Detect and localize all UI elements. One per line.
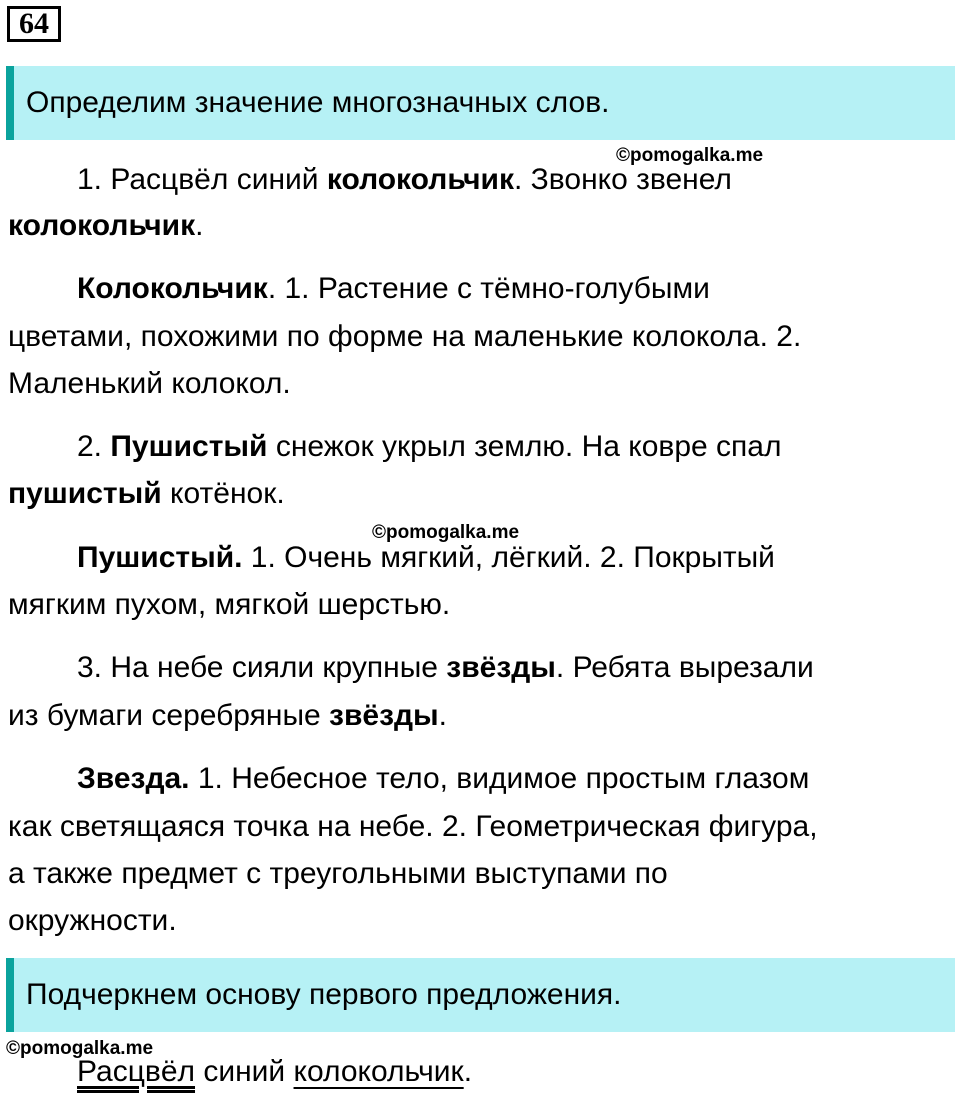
grammar-basis-sentence: Расцвёл синий колокольчик. (77, 1055, 473, 1088)
example-2-line-2: пушистый котёнок. (8, 477, 285, 510)
definition-3-line-2: как светящаяся точка на небе. 2. Геометрическая фигура, (8, 810, 818, 843)
definition-3-line-3: а также предмет с треугольными выступами по (8, 857, 668, 890)
subject-underlined: колокольчик (293, 1055, 464, 1088)
task-number: 64 (7, 6, 61, 42)
definition-1-line-3: Маленький колокол. (8, 367, 291, 400)
definition-1-line-2: цветами, похожими по форме на маленькие колокола. 2. (8, 320, 802, 353)
definition-3-line-1: Звезда. 1. Небесное тело, видимое простым глазом (77, 762, 810, 795)
example-1-line-1: 1. Расцвёл синий колокольчик. Звонко звенел (77, 163, 732, 196)
watermark: ©pomogalka.me (6, 1038, 154, 1059)
example-2-line-1: 2. Пушистый снежок укрыл землю. На ковре спал (77, 430, 782, 463)
example-3-line-1: 3. На небе сияли крупные звёзды. Ребята вырезали (77, 651, 814, 684)
definition-2-line-2: мягким пухом, мягкой шерстью. (8, 588, 451, 621)
section-heading-meanings: Определим значение многозначных слов. (6, 66, 955, 140)
predicate-underlined: Расцвёл (77, 1055, 196, 1088)
definition-3-line-4: окружности. (8, 904, 177, 937)
section-heading-grammar-basis: Подчеркнем основу первого предложения. (6, 958, 955, 1032)
watermark: ©pomogalka.me (372, 522, 520, 543)
watermark: ©pomogalka.me (616, 145, 764, 166)
definition-2-line-1: Пушистый. 1. Очень мягкий, лёгкий. 2. Покрытый (77, 541, 775, 574)
example-1-line-2: колокольчик. (8, 209, 204, 242)
example-3-line-2: из бумаги серебряные звёзды. (8, 699, 447, 732)
definition-1-line-1: Колокольчик. 1. Растение с тёмно-голубыми (77, 272, 710, 305)
